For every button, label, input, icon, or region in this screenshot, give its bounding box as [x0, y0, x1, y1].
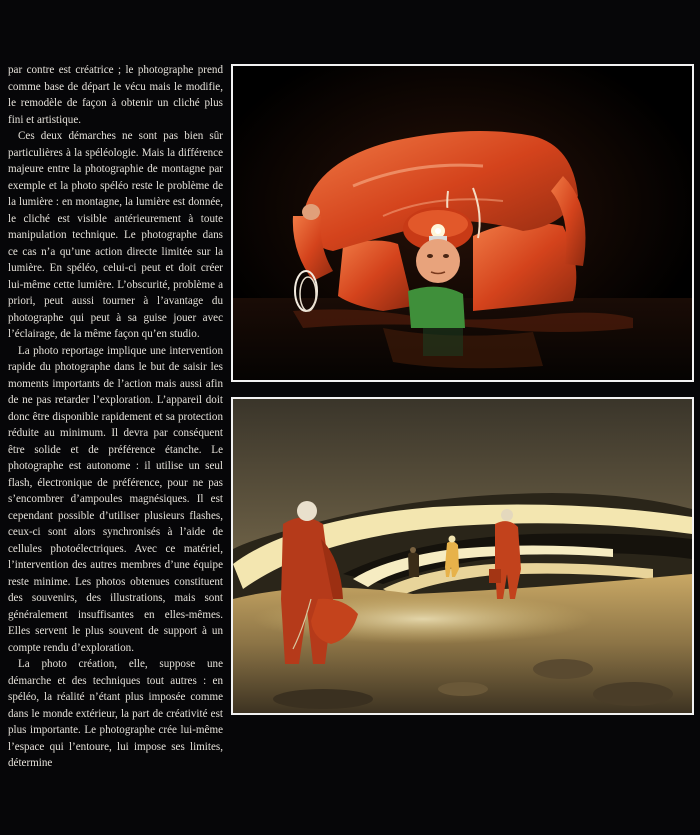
caver-in-water-illustration — [233, 66, 692, 380]
article-paragraph-1: par contre est créatrice ; le photographe prend comme base de départ le vécu mais le modifie, le remodèle de façon à obtenir un cliché plus fini et artistique. — [8, 64, 223, 126]
article-paragraph-3: La photo reportage implique une intervention rapide du photographe dans le but de saisir les moments importants de l’action mais aussi afin de ne pas retarder l’exploration. L’appareil doit donc être disponible rapidement et sa protection réduite au minimum. Il devra par conséquent être solide et de préférence étanche. Le photographe est autonome : il utilise un seul flash, électronique de préférence, pour ne pas s’encombrer d’ampoules magnésiques. Il est cependant possible d’utiliser plusieurs flashes, ceux-ci sont alors synchronisés à l’aide de cellules photoélectriques. Avec ce matériel, l’intervention des autres membres d’une équipe reste minime. Les photos obtenues constituent des souvenirs, des illustrations, mais sont généralement insuffisantes en elles-mêmes. Elles servent le plus souvent de support à un compte rendu d’exploration. — [8, 344, 223, 654]
article-text-column — [8, 62, 223, 772]
cave-tunnel-photo — [231, 397, 694, 715]
caver-in-water-photo — [231, 64, 694, 382]
article-paragraph-4: La photo création, elle, suppose une démarche et des techniques tout autres : en spéléo, la réalité n’étant plus imposée comme dans le monde extérieur, la part de créativité est plus importante. Le photographe crée lui-même l’espace qui l’entoure, lui impose ses limites, détermine — [8, 658, 223, 769]
cave-tunnel-illustration — [233, 399, 692, 713]
article-paragraph-2: Ces deux démarches ne sont pas bien sûr particulières à la spéléologie. Mais la différence majeure entre la photographie de montagne par exemple et la photo spéléo reste le problème de la lumière : en montagne, la lumière est donnée, le cliché est visible antérieurement à toute manipulation technique. Le photographe dans ce cas n’a qu’une action directe limitée sur la lumière. En spéléo, celui-ci peut et doit créer lui-même cette lumière. L’obscurité, problème a priori, peut aussi tourner à l’avantage du photographe qui peut à sa guise jouer avec l’éclairage, de la même façon qu’en studio. — [8, 130, 223, 340]
